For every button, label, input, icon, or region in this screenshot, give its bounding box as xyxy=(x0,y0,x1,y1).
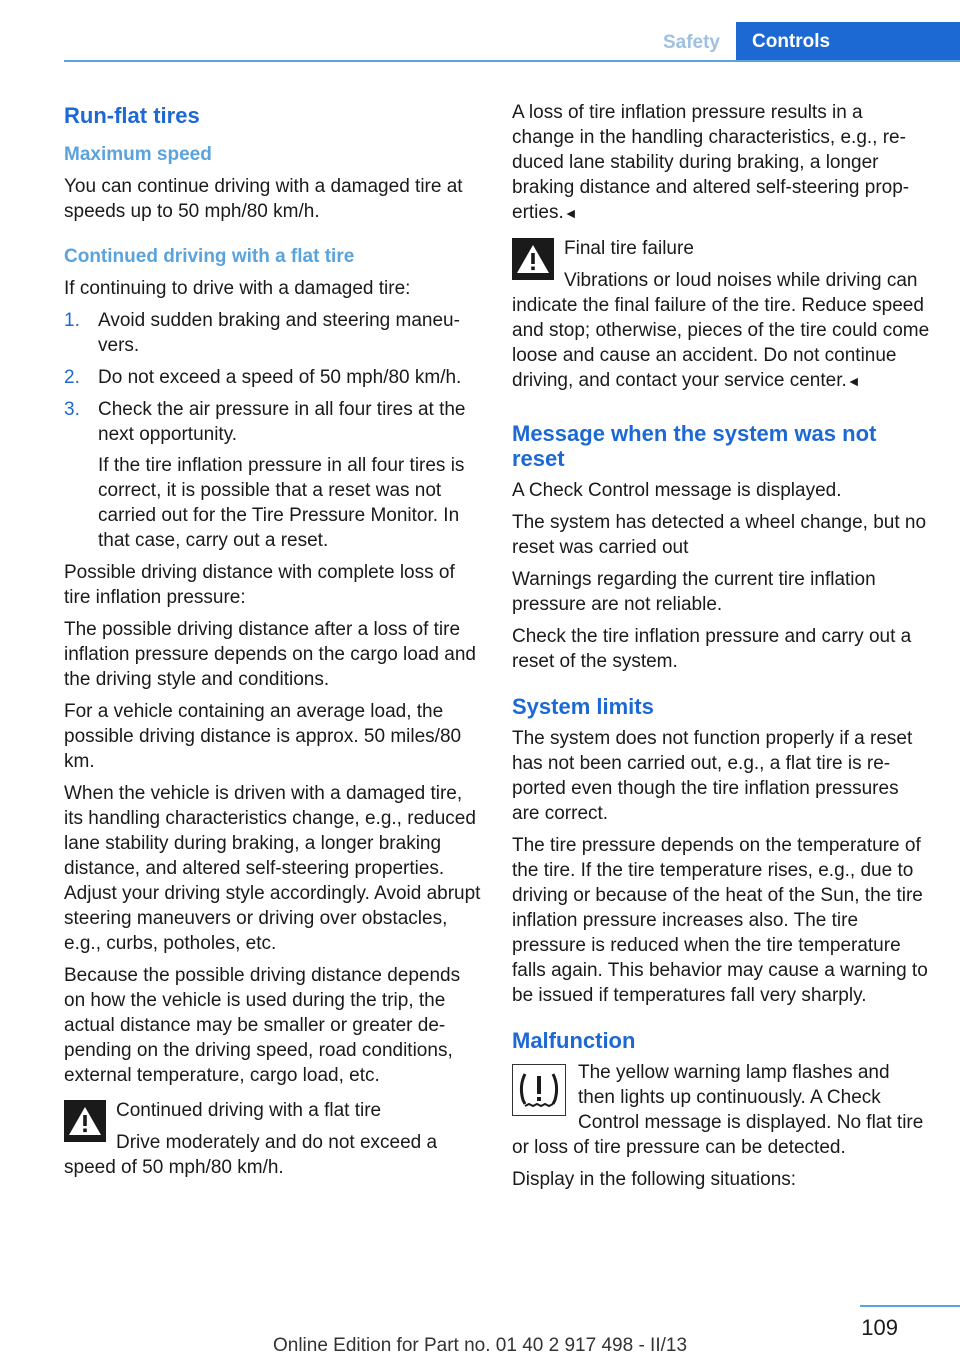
paragraph: Check the tire inflation pressure and carry out a reset of the system. xyxy=(512,626,912,672)
header-tab-controls: Controls xyxy=(736,22,960,62)
end-mark: ◄ xyxy=(563,205,578,221)
list-item xyxy=(64,308,482,358)
list-number: 1. xyxy=(64,310,80,331)
paragraph: The tire pressure depends on the temperature of the tire. If the tire temperature rises, e.g., due to driving or because of the heat of the Sun, the tire inflation pressure increases also. The tire pressure is reduced when the tire temperature falls again. This behavior may cause a warning to be issued if temperatures fall very sharply. xyxy=(512,835,928,1006)
warning-title: Final tire failure xyxy=(564,238,694,259)
section-heading-message: Message when the system was not reset xyxy=(512,421,877,471)
malfunction-box xyxy=(512,1060,930,1160)
warning-title: Continued driving with a flat tire xyxy=(116,1100,382,1121)
list-number: 3. xyxy=(64,399,80,420)
warning-text-body: Vibrations or loud noises while driving can indicate the final failure of the tire. Reduce speed and stop; otherwise, pieces of the tire could come loose and cause an accident. Do not continue driving, and contact your service center. xyxy=(512,270,930,391)
section-heading-run-flat: Run-flat tires xyxy=(64,103,200,128)
paragraph: The system does not function properly if a reset has not been carried out, e.g., a flat tire is reported even though the tire inflation pressures are correct. xyxy=(512,728,913,824)
paragraph: If continuing to drive with a damaged tire: xyxy=(64,278,411,299)
left-column xyxy=(64,100,482,1194)
list-text: Do not exceed a speed of 50 mph/80 km/h. xyxy=(98,367,462,388)
header-tab-safety: Safety xyxy=(662,32,720,53)
paragraph: A Check Control message is displayed. xyxy=(512,480,842,501)
paragraph: Display in the following situations: xyxy=(512,1169,797,1190)
subheading-continued-driving: Continued driving with a flat tire xyxy=(64,246,355,267)
paragraph: The possible driving distance after a loss of tire inflation pressure depends on the cargo load and the driving style and conditions. xyxy=(64,619,476,690)
subheading-maximum-speed: Maximum speed xyxy=(64,144,212,165)
list-number: 2. xyxy=(64,367,80,388)
list-text: Check the air pressure in all four tires at the next opportunity. xyxy=(98,399,466,445)
warning-triangle-icon xyxy=(512,238,554,280)
paragraph: When the vehicle is driven with a damaged tire, its handling characteristics change, e.g., reduced lane stability during braking, a longer braking distance, and altered self-steering properties. Adjust your driving style accordingly. Avoid abrupt steering maneuvers or driving over obstacles, e.g., curbs, potholes, etc. xyxy=(64,783,481,954)
paragraph: For a vehicle containing an average load, the possible driving distance is approx. 50 miles/80 km. xyxy=(64,701,462,772)
section-heading-system-limits: System limits xyxy=(512,694,654,719)
list-item xyxy=(64,397,482,553)
page-number: 109 xyxy=(861,1315,898,1340)
paragraph: The system has detected a wheel change, but no reset was carried out xyxy=(512,512,927,558)
list-subtext: If the tire inflation pressure in all four tires is correct, it is possible that a reset was not carried out for the Tire Pressure Monitor. In that case, carry out a reset. xyxy=(98,455,465,551)
section-heading-malfunction: Malfunction xyxy=(512,1028,636,1053)
end-mark: ◄ xyxy=(846,373,861,389)
paragraph: Because the possible driving distance depends on how the vehicle is used during the trip, the actual distance may be smaller or greater depending on the driving speed, road conditions, external temperature, cargo load, etc. xyxy=(64,965,461,1086)
warning-text: Drive moderately and do not exceed a speed of 50 mph/80 km/h. xyxy=(64,1132,438,1178)
header-rule xyxy=(64,60,960,62)
steps-list xyxy=(64,308,482,553)
list-text: Avoid sudden braking and steering maneuvers. xyxy=(98,310,460,356)
warning-triangle-icon xyxy=(64,1100,106,1142)
paragraph: Warnings regarding the current tire inflation pressure are not reliable. xyxy=(512,569,876,615)
paragraph-text: A loss of tire inflation pressure results in a change in the handling characteristics, e.g., reduced lane stability during braking, a longer braking distance and altered self-steering properties. xyxy=(512,102,910,223)
edition-footer: Online Edition for Part no. 01 40 2 917 498 - II/13 xyxy=(272,1335,688,1356)
paragraph: Possible driving distance with complete loss of tire inflation pressure: xyxy=(64,562,455,608)
warning-text xyxy=(512,268,930,394)
paragraph xyxy=(512,100,930,226)
paragraph: The yellow warning lamp flashes and then lights up continuously. A Check Control message is displayed. No flat tire or loss of tire pressure can be detected. xyxy=(512,1062,924,1158)
footer-rule xyxy=(860,1305,960,1307)
right-column xyxy=(512,100,930,1199)
warning-box xyxy=(64,1098,482,1187)
paragraph: You can continue driving with a damaged tire at speeds up to 50 mph/80 km/h. xyxy=(64,176,463,222)
tire-pressure-warning-icon xyxy=(512,1064,566,1116)
list-item xyxy=(64,365,482,390)
warning-box xyxy=(512,236,930,401)
